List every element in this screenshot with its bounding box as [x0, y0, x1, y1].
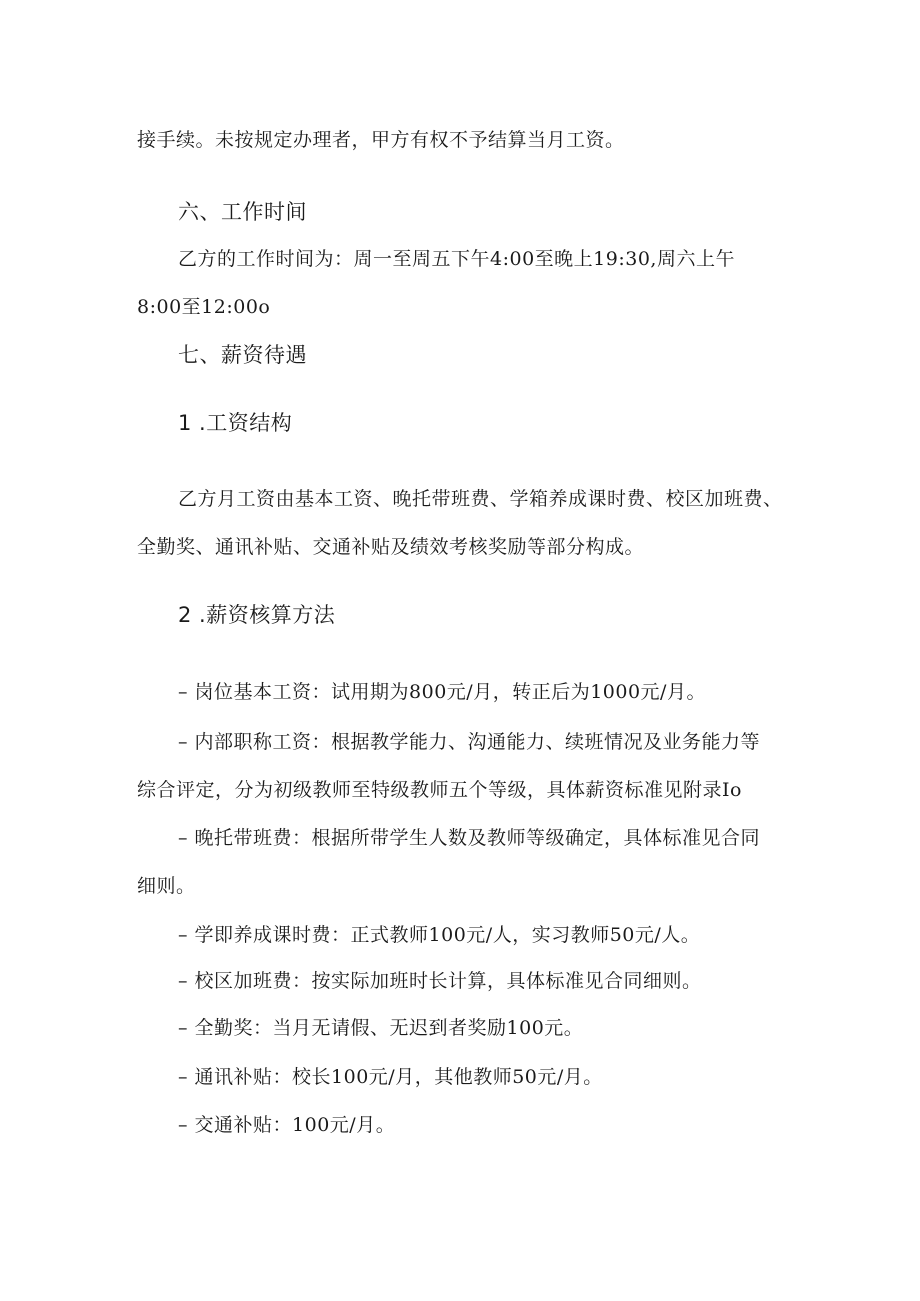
section-heading-salary: 七、薪资待遇: [178, 343, 307, 367]
list-item-attendance-bonus: – 全勤奖：当月无请假、无迟到者奖励100元。: [178, 1017, 584, 1039]
subheading-salary-calculation: 2 .薪资核算方法: [178, 603, 336, 627]
list-item-title-salary-line-2: 综合评定，分为初级教师至特级教师五个等级，具体薪资标准见附录Io: [137, 779, 742, 801]
paragraph-continuation: 接手续。未按规定办理者，甲方有权不予结算当月工资。: [137, 129, 625, 151]
list-item-transport-allowance: – 交通补贴：100元/月。: [178, 1114, 396, 1136]
list-item-evening-care-line-1: – 晚托带班费：根据所带学生人数及教师等级确定，具体标准见合同: [178, 827, 761, 849]
salary-structure-text-line-1: 乙方月工资由基本工资、晚托带班费、学箱养成课时费、校区加班费、: [178, 488, 783, 510]
list-item-communication-allowance: – 通讯补贴：校长100元/月，其他教师50元/月。: [178, 1066, 603, 1088]
subheading-salary-structure: 1 .工资结构: [178, 411, 293, 435]
list-item-overtime-fee: – 校区加班费：按实际加班时长计算，具体标准见合同细则。: [178, 970, 702, 992]
work-hours-text-line-1: 乙方的工作时间为：周一至周五下午4:00至晚上19:30,周六上午: [178, 248, 735, 270]
section-heading-work-hours: 六、工作时间: [178, 200, 307, 224]
salary-structure-text-line-2: 全勤奖、通讯补贴、交通补贴及绩效考核奖励等部分构成。: [137, 536, 645, 558]
list-item-title-salary-line-1: – 内部职称工资：根据教学能力、沟通能力、续班情况及业务能力等: [178, 731, 761, 753]
work-hours-text-line-2: 8:00至12:00o: [137, 296, 271, 318]
list-item-habit-course-fee: – 学即养成课时费：正式教师100元/人，实习教师50元/人。: [178, 924, 701, 946]
list-item-base-salary: – 岗位基本工资：试用期为800元/月，转正后为1000元/月。: [178, 681, 706, 703]
list-item-evening-care-line-2: 细则。: [137, 875, 196, 897]
